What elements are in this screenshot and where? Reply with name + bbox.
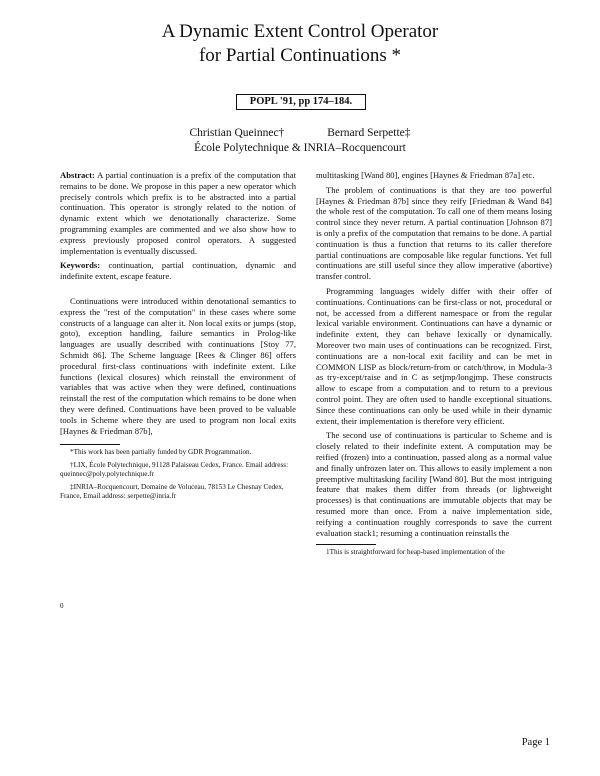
right-footnote: 1This is straightforward for heap-based implementation of the [326, 548, 505, 557]
footnote-lix: †LIX, École Polytechnique, 91128 Palaiseau Cedex, France. Email address: queinnec@poly.polytechnique.fr [60, 461, 289, 479]
right-paragraph-2: The problem of continuations is that they are too powerful [Haynes & Friedman 87b] since they reify [Friedman & Wand 84] the whole rest of the computation. To call one of them means losing control since they never return. A partial continuation [Johnson 87] is only a prefix of the computation that remains to be done. A partial continuation is thus a function that returns to its caller therefore partial continuations are composable like regular functions. Yet full continuations are still useful since they allow imperative (abortive) transfer control. [316, 184, 552, 282]
paper-title-line1: A Dynamic Extent Control Operator [161, 21, 439, 42]
intro-paragraph: Continuations were introduced within denotational semantics to express the "rest of the computation" in these cases where some constructs of a language can alter it. Non local exits or jumps (stop, goto), exception handling, failure semantics in Prolog-like languages are usually described with continuations [Stoy 77, Schmidt 86]. The Scheme language [Rees & Clinger 86] offers procedural first-class continuations with indefinite extent. Like functions (lexical closures) which reinstall the environment of variables that was active when they were defined, continuations reinstall the rest of the computation which remains to be done when they were defined. Continuations have been proved to be valuable tools in Scheme where they are used to program non local exits [Haynes & Friedman 87b], [60, 295, 296, 436]
keywords [60, 260, 296, 282]
right-paragraph-3: Programming languages widely differ with their offer of continuations. Continuations can be first-class or not, procedural or not, be accessed from a different namespace or from the regular lexical variable environment. Continuations can have a dynamic or indefinite extent, they can behave lexically or dynamically. Moreover two main uses of continuations can be recognized. First, continuations are a non-local exit facility and can be met in COMMON LISP as block/return-from or catch/throw, in Modula-3 as try-except/raise and in C as setjmp/longjmp. These constructs allow to escape from a computation and to return to a previous control point. They are often used to handle exceptional situations. Since these continuations can only be used while in their dynamic extent, their implementation is therefore very efficient. [316, 285, 552, 426]
affiliation: École Polytechnique & INRIA–Rocquencourt [194, 142, 406, 154]
footnote-rule [60, 444, 120, 445]
paper-title-line2: for Partial Continuations * [198, 45, 402, 66]
page-number: Page 1 [521, 737, 550, 748]
footnote-inria: ‡INRIA–Rocquencourt, Domaine de Voluceau, 78153 Le Chesnay Cedex, France, Email address: serpette@inria.fr [60, 483, 284, 501]
venue-box: POPL '91, pp 174–184. [236, 94, 366, 110]
left-column [60, 170, 296, 505]
author-serpette: Bernard Serpette‡ [327, 127, 411, 139]
right-paragraph-1: multitasking [Wand 80], engines [Haynes & Friedman 87a] etc. [316, 170, 535, 180]
page-mark: 0 [60, 602, 64, 610]
right-footnote-rule [316, 544, 376, 545]
abstract-label: Abstract: [60, 170, 95, 180]
right-column [316, 170, 552, 561]
authors [0, 126, 600, 140]
author-queinnec: Christian Queinnec† [189, 127, 285, 139]
footnote-funding: *This work has been partially funded by GDR Programmation. [70, 448, 252, 457]
abstract [60, 170, 296, 256]
keywords-label: Keywords: [60, 260, 101, 271]
right-paragraph-4: The second use of continuations is particular to Scheme and is closely related to their indefinite extent. A computation may be reified (frozen) into a continuation, passed along as a normal value and finally unfrozen later on. This allows to easily implement a non preemptive multitasking facility [Wand 80]. But the most intriguing feature that makes them differ from threads (or lightweight processes) is that continuations are immutable objects that may be resumed more than once. From a naive implementation side, reifying a continuation roughly corresponds to save the current evaluation stack1; resuming a continuation reinstalls the [316, 430, 552, 538]
abstract-text: A partial continuation is a prefix of the computation that remains to be done. We propose in this paper a new operator which precisely controls which prefix is to be abstracted into a partial continuation. This operator is strongly related to the notion of dynamic extent which we denotationally characterize. Some programming examples are commented and we also show how to express previously proposed control operators. A suggested implementation is eventually discussed. [60, 170, 296, 256]
keywords-text: continuation, partial continuation, dynamic and indefinite extent, escape feature. [60, 260, 296, 282]
